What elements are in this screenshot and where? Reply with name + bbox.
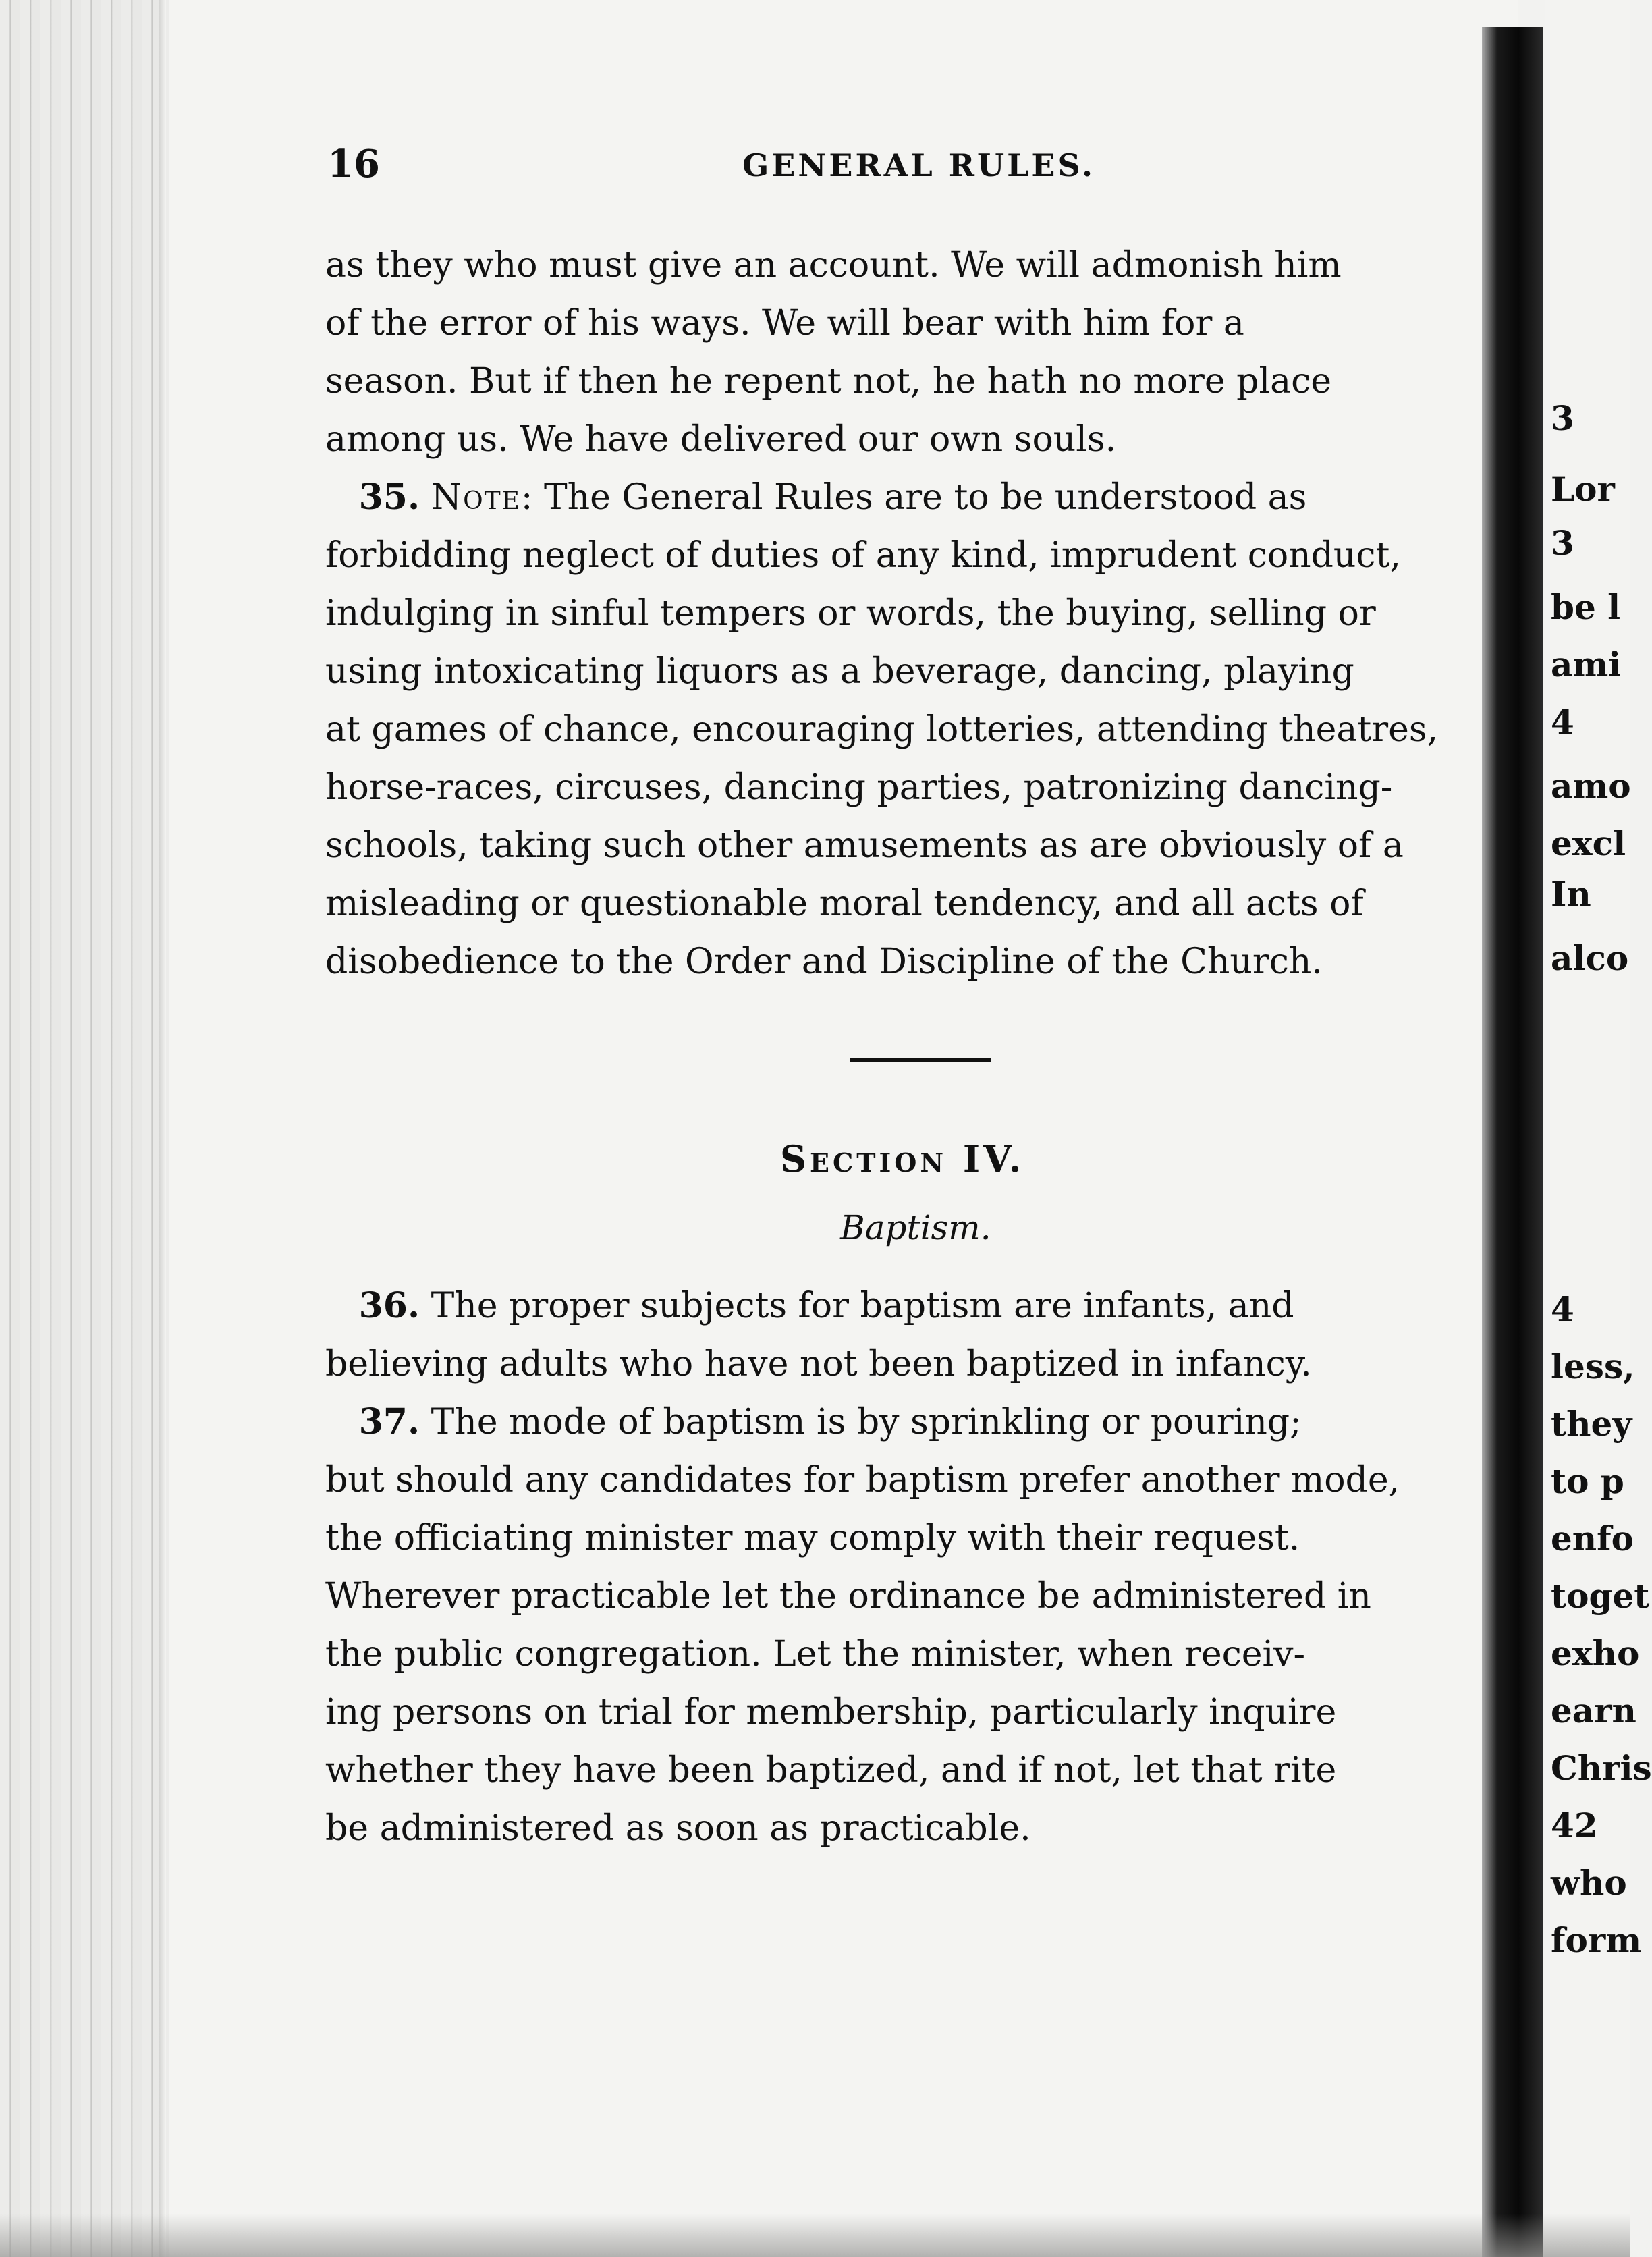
section-subheading: Baptism.	[840, 1208, 991, 1247]
paragraph-36	[325, 1277, 1503, 1393]
paragraph-number: 37.	[358, 1401, 420, 1442]
running-head: GENERAL RULES.	[742, 147, 1096, 184]
facing-page-text-fragment: to p	[1551, 1461, 1624, 1501]
facing-page-fragment	[1545, 0, 1652, 2257]
bottom-shadow	[0, 2214, 1630, 2257]
paragraph-number: 36.	[358, 1285, 420, 1326]
page-number: 16	[327, 142, 380, 186]
text-line: disobedience to the Order and Discipline of the Church.	[325, 942, 1323, 982]
text-line: among us. We have delivered our own souls.	[325, 419, 1117, 460]
text-fragment: The proper subjects for baptism are infants, and	[420, 1286, 1294, 1326]
facing-page-text-fragment: Lor	[1551, 469, 1615, 509]
section-heading: Section IV.	[780, 1137, 1025, 1180]
text-line	[325, 1393, 1503, 1451]
text-line	[325, 1277, 1503, 1335]
facing-page-text-fragment: exho	[1551, 1633, 1640, 1673]
facing-page-text-fragment: earn	[1551, 1691, 1636, 1731]
book-binding-edges	[0, 0, 169, 2257]
facing-page-text-fragment: alco	[1551, 938, 1629, 978]
text-line	[325, 468, 1503, 526]
text-fragment: : The General Rules are to be understood as	[520, 477, 1307, 518]
text-line: season. But if then he repent not, he hath no more place	[325, 361, 1331, 402]
text-line: horse-races, circuses, dancing parties, patronizing dancing-	[325, 767, 1393, 808]
text-line: misleading or questionable moral tendency, and all acts of	[325, 883, 1364, 924]
page-gutter-shadow	[1482, 27, 1543, 2257]
text-line: at games of chance, encouraging lotteries, attending theatres,	[325, 709, 1439, 750]
facing-page-text-fragment: Chris	[1551, 1748, 1652, 1788]
paragraph-number: 35.	[358, 477, 420, 518]
text-line: Wherever practicable let the ordinance be administered in	[325, 1576, 1371, 1616]
text-fragment: The mode of baptism is by sprinkling or pouring;	[420, 1402, 1302, 1442]
text-line: the officiating minister may comply with their request.	[325, 1518, 1300, 1558]
facing-page-text-fragment: be l	[1551, 587, 1621, 627]
facing-page-text-fragment: they	[1551, 1404, 1632, 1444]
facing-page-text-fragment: 4	[1551, 1289, 1574, 1329]
facing-page-text-fragment: toget	[1551, 1576, 1650, 1616]
binding-shadow	[159, 0, 166, 2257]
text-line: whether they have been baptized, and if not, let that rite	[325, 1750, 1337, 1791]
continuation-paragraph	[325, 236, 1503, 468]
text-line: as they who must give an account. We will admonish him	[325, 245, 1342, 285]
text-line: be administered as soon as practicable.	[325, 1808, 1031, 1849]
paragraph-37	[325, 1393, 1503, 1857]
text-line: forbidding neglect of duties of any kind, imprudent conduct,	[325, 535, 1401, 576]
section-divider-rule	[850, 1058, 991, 1062]
note-label: Note	[431, 477, 521, 518]
facing-page-text-fragment: ami	[1551, 645, 1622, 684]
text-line: but should any candidates for baptism prefer another mode,	[325, 1460, 1400, 1500]
facing-page-text-fragment: excl	[1551, 823, 1626, 863]
text-line: using intoxicating liquors as a beverage, dancing, playing	[325, 651, 1354, 692]
facing-page-text-fragment: 4	[1551, 702, 1574, 742]
text-line: the public congregation. Let the minister, when receiv-	[325, 1634, 1306, 1675]
text-line: schools, taking such other amusements as are obviously of a	[325, 825, 1404, 866]
text-line: ing persons on trial for membership, particularly inquire	[325, 1692, 1337, 1733]
facing-page-text-fragment: 42	[1551, 1805, 1598, 1845]
text-line: believing adults who have not been baptized in infancy.	[325, 1344, 1312, 1384]
facing-page-text-fragment: 3	[1551, 523, 1574, 563]
facing-page-text-fragment: 3	[1551, 398, 1574, 438]
facing-page-text-fragment: amo	[1551, 766, 1631, 806]
facing-page-text-fragment: enfo	[1551, 1519, 1634, 1558]
text-line: of the error of his ways. We will bear with him for a	[325, 303, 1244, 344]
paragraph-35	[325, 468, 1503, 991]
text-line: indulging in sinful tempers or words, the buying, selling or	[325, 593, 1376, 634]
facing-page-text-fragment: In	[1551, 874, 1591, 914]
facing-page-text-fragment: less,	[1551, 1347, 1635, 1386]
facing-page-text-fragment: who	[1551, 1863, 1627, 1903]
facing-page-text-fragment: form	[1551, 1920, 1642, 1960]
